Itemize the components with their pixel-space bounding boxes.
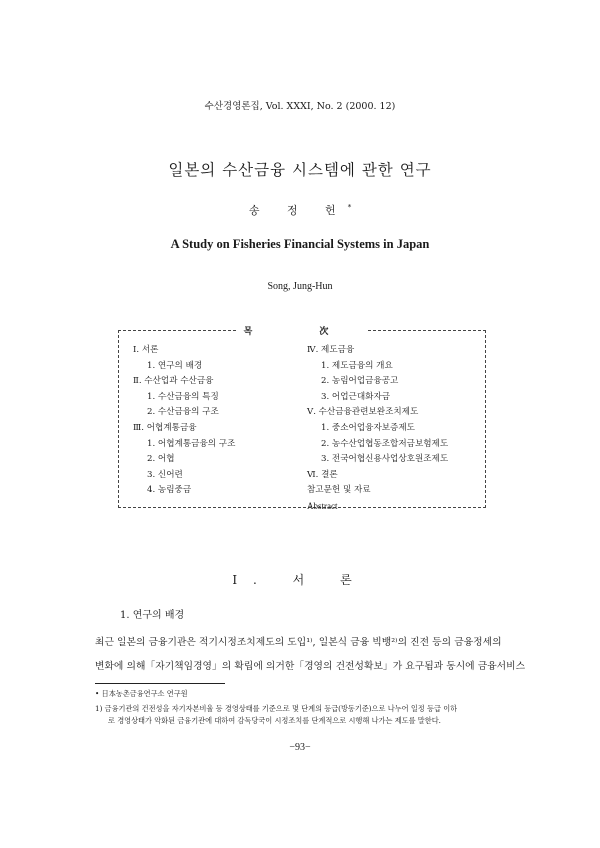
- toc-subentry: 3. 전국어협신용사업상호원조제도: [321, 454, 449, 465]
- footnote-1: 1) 금융기관의 건전성을 자기자본비율 등 경영상태를 기준으로 몇 단계의 등급(방동기준)으로 나누어 일정 등급 이하: [95, 704, 458, 713]
- toc-subentry: 1. 중소어업융자보증제도: [321, 422, 415, 433]
- paper-title-korean: 일본의 수산금융 시스템에 관한 연구: [168, 161, 432, 179]
- section-heading-introduction: Ⅰ. 서 론: [232, 573, 368, 587]
- toc-entry: Ⅳ. 제도금융: [307, 345, 355, 355]
- toc-subentry: 4. 농림중금: [147, 485, 192, 496]
- toc-subentry: 2. 농림어업금융공고: [321, 376, 399, 387]
- toc-entry: Ⅱ. 수산업과 수산금융: [133, 376, 214, 387]
- footnote-divider: [95, 683, 225, 684]
- table-of-contents: [118, 327, 486, 511]
- paragraph-line: 최근 일본의 금융기관은 적기시정조치제도의 도입¹⁾, 일본식 금융 빅뱅²⁾의 진전 등의 금융정세의: [95, 637, 502, 648]
- author-korean-name: 송 정 헌: [248, 204, 348, 217]
- toc-entry: Ⅵ. 결론: [307, 469, 338, 480]
- toc-left-column: [133, 343, 235, 499]
- toc-heading-text: 목 次: [238, 327, 367, 337]
- paragraph-line: 변화에 의해「자기책임경영」의 확립에 의거한「경영의 건전성확보」가 요구됨과 동시에 금융서비스: [95, 661, 526, 672]
- toc-entry: Ⅴ. 수산금융관련보완조치제도: [307, 407, 419, 418]
- toc-entry: Ⅲ. 어협계통금융: [133, 422, 197, 433]
- footnote-1-continued: 로 경영상태가 악화된 금융기관에 대하여 감독당국이 시정조치를 단계적으로 시행해 나가는 제도를 말한다.: [108, 716, 441, 725]
- toc-subentry: 3. 어업근대화자금: [321, 391, 391, 402]
- author-english: Song, Jung-Hun: [267, 281, 333, 292]
- journal-header: 수산경영론집, Vol. ⅩⅩⅩⅠ, No. 2 (2000. 12): [204, 101, 396, 112]
- toc-subentry: 3. 신어련: [147, 469, 183, 480]
- author-korean: [0, 202, 600, 218]
- toc-right-column: [307, 343, 448, 515]
- toc-subentry: 2. 수산금융의 구조: [147, 407, 219, 418]
- toc-subentry: 1. 연구의 배경: [147, 360, 203, 371]
- toc-heading: [119, 324, 485, 337]
- footnote-affiliation: • 日本농촌금융연구소 연구원: [95, 689, 188, 698]
- toc-subentry: 1. 어협계통금융의 구조: [147, 438, 236, 449]
- toc-entry: Abstract: [307, 500, 338, 511]
- toc-subentry: 1. 제도금융의 개요: [321, 360, 393, 371]
- toc-subentry: 2. 농수산업협동조합저금보험제도: [321, 438, 449, 449]
- page-number: −93−: [289, 742, 311, 753]
- toc-entry: 참고문헌 및 자료: [307, 485, 371, 496]
- author-affiliation-mark: *: [347, 203, 352, 212]
- toc-entry: Ⅰ. 서론: [133, 345, 159, 355]
- paper-title-english: A Study on Fisheries Financial Systems in Japan: [170, 237, 430, 251]
- toc-subentry: 2. 어협: [147, 454, 175, 465]
- toc-subentry: 1. 수산금융의 특징: [147, 391, 219, 402]
- subsection-heading-background: 1. 연구의 배경: [120, 610, 185, 621]
